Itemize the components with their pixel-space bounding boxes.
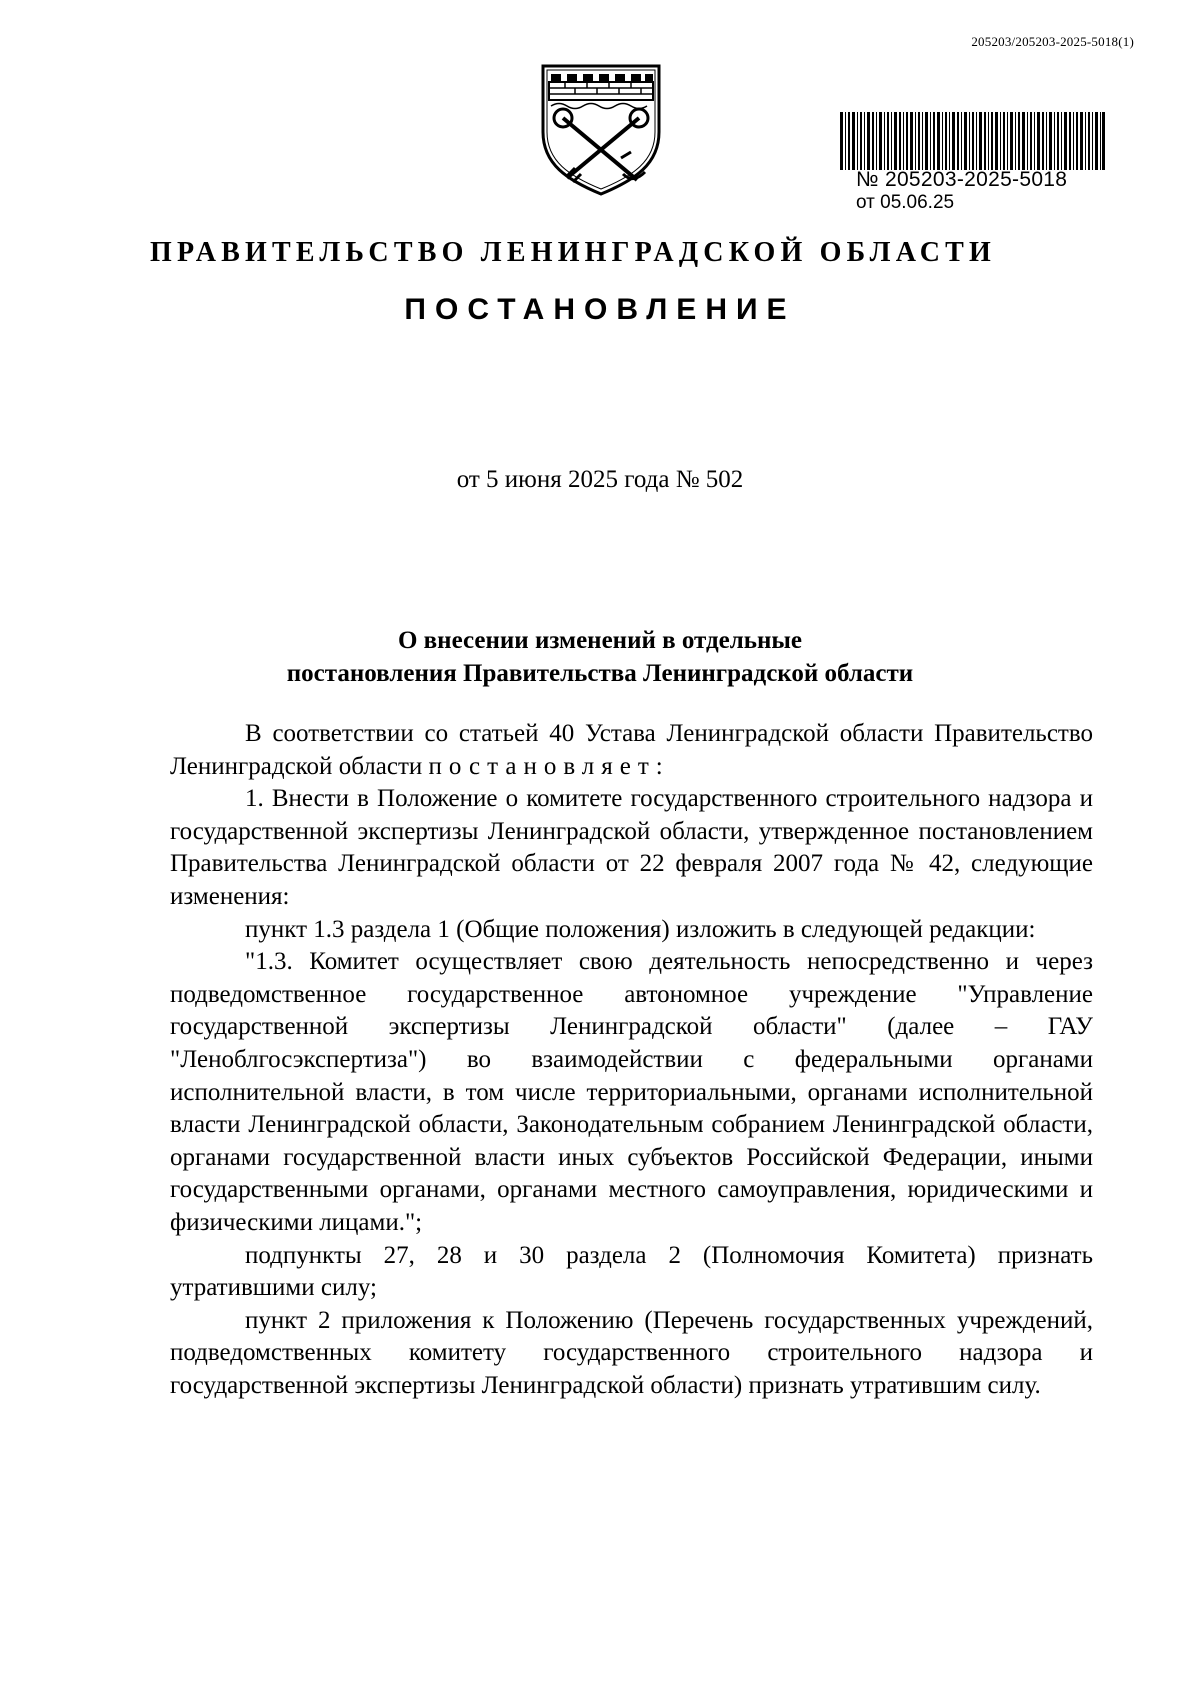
registration-number: № 205203-2025-5018 <box>856 168 1068 191</box>
barcode-icon <box>840 112 1105 170</box>
preamble-colon: : <box>655 752 663 780</box>
act-type-heading: ПОСТАНОВЛЕНИЕ <box>404 293 796 326</box>
document-title <box>0 624 1200 690</box>
issuer-government: ПРАВИТЕЛЬСТВО ЛЕНИНГРАДСКОЙ ОБЛАСТИ <box>150 237 997 268</box>
paragraph-preamble <box>170 718 1093 783</box>
resolves-keyword: постановляет <box>428 752 656 780</box>
title-line-1: О внесении изменений в отдельные <box>397 627 803 654</box>
paragraph-appendix-void: пункт 2 приложения к Положению (Перечень государственных учреждений, подведомственных комитету государственного строительного надзора и государственной экспертизы Ленинградской области) признать утратившим силу. <box>170 1306 1093 1399</box>
paragraph-new-wording: "1.3. Комитет осуществляет свою деятельность непосредственно и через подведомственное государственное автономное учреждение "Управление государственной экспертизы Ленинградской области" (далее – ГАУ "Леноблгосэкспертиза") во взаимодействии с федеральными органами исполнительной власти, в том числе территориальными, органами исполнительной власти Ленинградской области, Законодательным собранием Ленинградской области, органами государственной власти иных субъектов Российской Федерации, иными государственными органами, органами местного самоуправления, юридическими и физическими лицами."; <box>170 948 1093 1236</box>
document-body <box>170 718 1093 1402</box>
act-date-number: от 5 июня 2025 года № 502 <box>456 466 744 493</box>
paragraph-point-1-3: пункт 1.3 раздела 1 (Общие положения) изложить в следующей редакции: <box>245 915 1036 943</box>
paragraph-item-1: 1. Внести в Положение о комитете государственного строительного надзора и государственной экспертизы Ленинградской области, утвержденное постановлением Правительства Ленинградской области от 22 февраля 2007 года № 42, следующие изменения: <box>170 785 1093 910</box>
leningrad-region-coat-of-arms-icon <box>537 62 665 198</box>
title-line-2: постановления Правительства Ленинградской области <box>286 660 914 687</box>
paragraph-subpoints-void: подпункты 27, 28 и 30 раздела 2 (Полномочия Комитета) признать утратившими силу; <box>170 1241 1093 1302</box>
preamble-text: В соответствии со статьей 40 Устава Ленинградской области Правительство Ленинградской области <box>170 720 1093 780</box>
document-id: 205203/205203-2025-5018(1) <box>971 34 1134 49</box>
registration-date: от 05.06.25 <box>856 192 955 213</box>
